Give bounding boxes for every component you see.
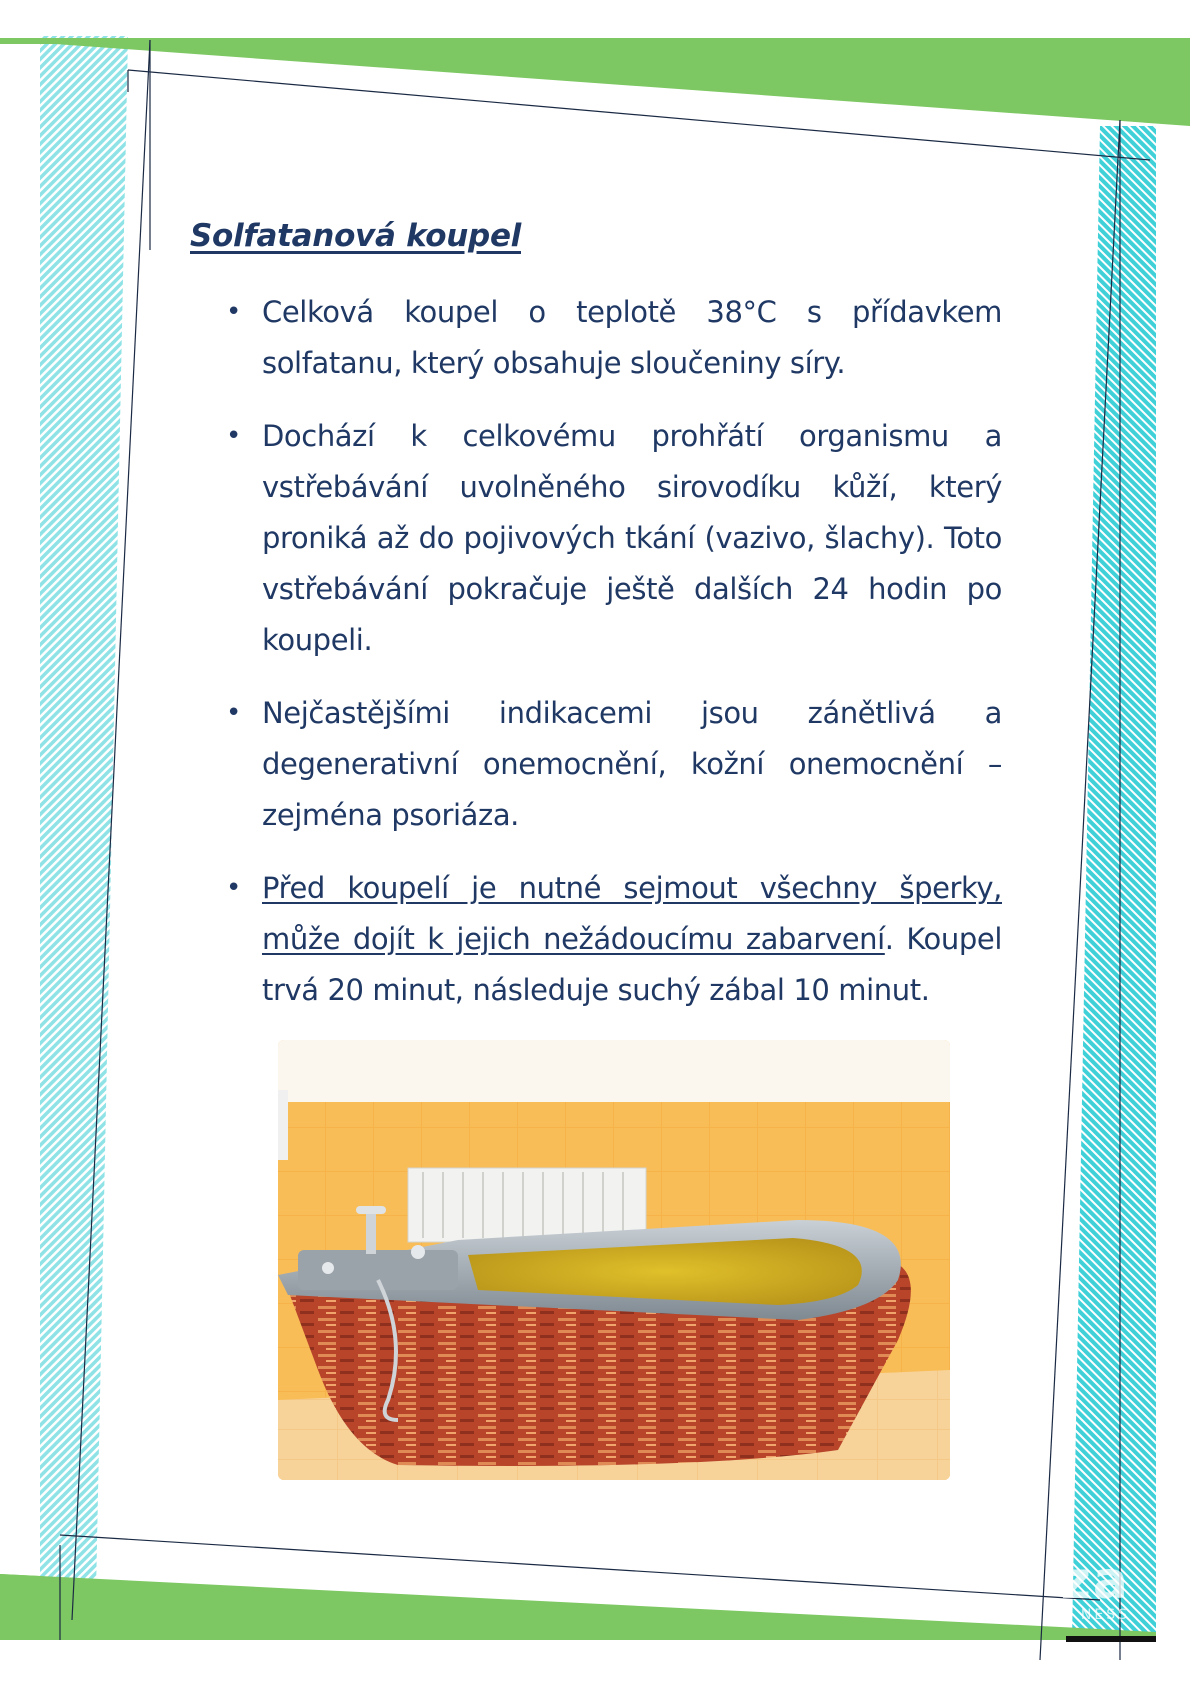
top-green-band <box>0 40 1190 126</box>
logo-wordmark: za <box>1060 1551 1130 1611</box>
bullet-text: . Koupel trvá 20 minut, následuje suchý zábal 10 minut. <box>262 922 1002 1007</box>
warning-underlined-text: Před koupelí je nutné sejmout všechny šperky, může dojít k jejich nežádoucímu zabarvení <box>262 871 1002 956</box>
bullet-list <box>222 287 1002 1038</box>
bullet-item-temperature <box>222 287 1002 389</box>
logo-subtitle: NESS <box>1080 1607 1130 1623</box>
bathtub-photo <box>278 1040 950 1480</box>
brand-logo <box>860 1551 1130 1625</box>
bullet-text: Nejčastějšími indikacemi jsou zánětlivá a degenerativní onemocnění, kožní onemocnění – zejména psoriáza. <box>262 696 1002 832</box>
left-stripe-band <box>40 36 128 1640</box>
bullet-item-warning <box>222 863 1002 1016</box>
section-heading: Solfatanová koupel <box>190 218 521 254</box>
bullet-text: Dochází k celkovému prohřátí organismu a vstřebávání uvolněného sirovodíku kůží, který proniká až do pojivových tkání (vazivo, šlachy). Toto vstřebávání pokračuje ještě dalších 24 hodin po koupeli. <box>262 419 1002 657</box>
right-stripe-band <box>1072 126 1156 1640</box>
bullet-item-indications <box>222 688 1002 841</box>
bullet-item-effect <box>222 411 1002 666</box>
bullet-text: Celková koupel o teplotě 38°C s přídavkem solfatanu, který obsahuje sloučeniny síry. <box>262 295 1002 380</box>
